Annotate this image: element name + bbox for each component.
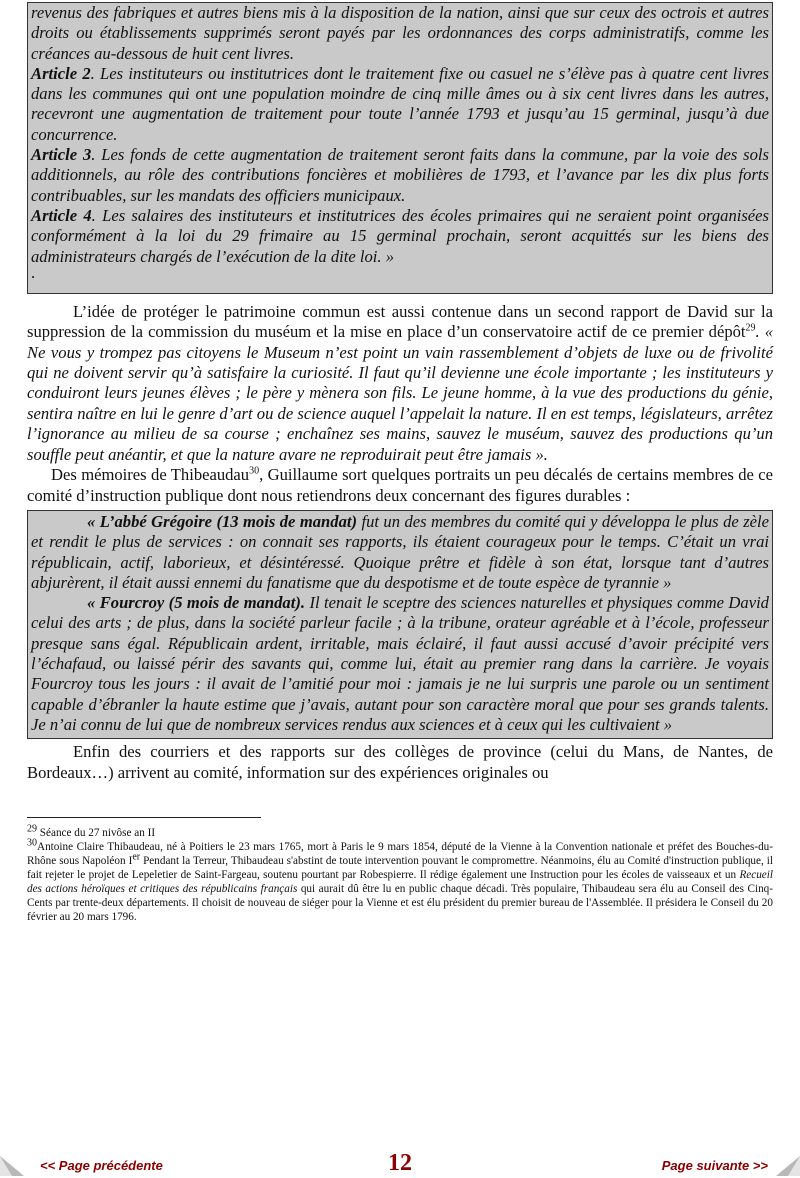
portraits-quote-box: [27, 510, 773, 739]
decree-article-2: [31, 64, 769, 145]
page-number: 12: [388, 1150, 412, 1176]
footnote-ref-29[interactable]: 29: [745, 322, 756, 334]
footnote-30-text-a: Antoine Claire Thibaudeau, né à Poitiers le 23 mars 1765, mort à Paris le 9 mars 1854, député de la Vienne à la Convention nationale et préfet des Bouches-du-Rhône sous Napoléon I: [27, 841, 773, 867]
document-page: [27, 0, 773, 924]
paragraph-thibeaudau: [27, 465, 773, 506]
footnote-30-text-c: qui aurait dû être lu en public chaque décadi. Très populaire, Thibaudeau sera élu au Conseil des Cinq-Cents par trente-deux départements. Il choisit de nouveau de siéger pour la Vienne et est élu président du premier bureau de l'Assemblée. Il présidera le Conseil du 20 février au 20 mars 1796.: [27, 883, 773, 923]
page-navigation: [0, 1147, 800, 1178]
paragraph-thibeaudau-text-a: Des mémoires de Thibeaudau: [51, 465, 250, 485]
article-4-label: Article 4: [31, 205, 92, 225]
footnote-30-text-b: Pendant la Terreur, Thibaudeau s'abstint de toute intervention pouvant le compromettre. Néanmoins, élu au Comité d'instruction publique, il fait rejeter le projet de Lepeletier de Saint-Fargeau, soutenu pourtant par Robespierre. Il rédige également une Instruction pour les écoles de vaisseaux et un: [27, 855, 773, 881]
footnote-ref-30[interactable]: 30: [249, 465, 260, 477]
footnotes: [27, 823, 773, 924]
decree-article-3: [31, 145, 769, 206]
footnote-30-superscript: er: [132, 851, 141, 863]
footnote-divider: [27, 817, 261, 818]
paragraph-david-text: L’idée de protéger le patrimoine commun est aussi contenue dans un second rapport de David sur la suppression de la commission du muséum et la mise en place d’un conservatoire actif de ce premier dépôt: [27, 301, 773, 342]
article-2-text: . Les instituteurs ou institutrices dont le traitement fixe ou casuel ne s’élève pas à quatre cent livres dans les communes qui ont une population moindre de cinq mille âmes ou à six cent livres dans les autres, recevront une augmentation de traitement pour toute l’année 1793 et jusqu’au 15 germinal, jusqu’à due concurrence.: [31, 63, 769, 144]
footnote-30-book-title: Recueil des actions héroïques et critiques des républicains français: [27, 869, 773, 895]
paragraph-david-report: [27, 302, 773, 465]
decree-article-4: [31, 206, 769, 267]
footnote-30-number: 30: [27, 837, 37, 849]
previous-page-link[interactable]: << Page précédente: [40, 1158, 163, 1173]
decree-quote-box: [27, 2, 773, 294]
article-4-text: . Les salaires des instituteurs et institutrices des écoles primaires qui ne seraient point organisées conformément à la loi du 29 frimaire au 15 germinal prochain, seront acquittés sur les biens des administrateurs chargés de l’exécution de la dite loi. »: [31, 205, 769, 266]
article-2-label: Article 2: [31, 63, 91, 83]
footnote-29-text: Séance du 27 nivôse an II: [37, 827, 156, 839]
decree-intro: revenus des fabriques et autres biens mis à la disposition de la nation, ainsi que sur ceux des octrois et autres droits ou établissements supprimés seront payés par les ordonnances des corps administratifs, comme les créances au-dessous de huit cent livres.: [31, 3, 769, 63]
decree-tail: .: [31, 262, 36, 282]
david-quote: . « Ne vous y trompez pas citoyens le Museum n’est point un vain rassemblement d’objets de luxe ou de frivolité qui ne doivent servir qu’à satisfaire la curiosité. Il faut qu’il devienne une école importante ; les instituteurs y conduiront leurs jeunes élèves ; le père y mènera son fils. Le jeune homme, à la vue des productions du génie, sentira naître en lui le genre d’art ou de science auquel l’appelait la nature. Il en est temps, législateurs, arrêtez l’ignorance au milieu de sa course ; enchaînez ses mains, sauvez le muséum, sauvez des productions qu’un souffle peut anéantir, et que la nature avare ne reproduirait peut être jamais ».: [27, 322, 774, 464]
gregoire-text: fut un des membres du comité qui y développa le plus de zèle et rendit le plus de services : on connait ses rapports, ils étaient courageux pour le temps. C’était un vrai républicain, actif, laborieux, et désintéressé. Quoique prêtre et fidèle à son état, lorsque tant d’autres abjurèrent, il était aussi ennemi du fanatisme que du despotisme et de toute espèce de tyrannie »: [31, 511, 769, 592]
paragraph-colleges: Enfin des courriers et des rapports sur des collèges de province (celui du Mans, de Nantes, de Bordeaux…) arrivent au comité, information sur des expériences originales ou: [27, 742, 773, 782]
article-3-text: . Les fonds de cette augmentation de traitement seront faits dans la commune, par la voie des sols additionnels, au rôle des contributions foncières et mobilières de 1793, et l’avance par les dix plus forts contribuables, sur les mandats des officiers municipaux.: [31, 145, 769, 205]
footnote-29: [27, 823, 773, 840]
portrait-gregoire: [31, 512, 769, 593]
footnote-29-number: 29: [27, 823, 37, 835]
paragraph-thibeaudau-text-b: , Guillaume sort quelques portraits un peu décalés de certains membres de ce comité d’instruction publique dont nous retiendrons deux concernant des figures durables :: [27, 465, 774, 505]
fourcroy-heading: « Fourcroy (5 mois de mandat).: [87, 593, 306, 613]
footnote-30: [27, 837, 773, 924]
next-page-link[interactable]: Page suivante >>: [661, 1158, 768, 1173]
portrait-fourcroy: [31, 593, 769, 735]
page-curl-right-icon: [774, 1152, 800, 1178]
article-3-label: Article 3: [31, 145, 92, 165]
fourcroy-text: Il tenait le sceptre des sciences naturelles et physiques comme David celui des arts ; de plus, dans la société parleur facile ; à la tribune, orateur agréable et à l’école, professeur presque sans égal. Républicain ardent, irritable, mais éclairé, il faut aussi accusé d’avoir précipité vers l’échafaud, ou laissé périr des savants qui, comme lui, était au premier rang dans la carrière. Je voyais Fourcroy tous les jours : il avait de l’amitié pour moi : jamais je ne lui surpris une parole ou un sentiment capable d’ébranler la haute estime que j’avais, autant pour son caractère moral que pour ses grands talents. Je n’ai connu de lui que de nombreux services rendus aux sciences et à ceux qui les cultivaient »: [31, 593, 769, 734]
gregoire-heading: « L’abbé Grégoire (13 mois de mandat): [87, 511, 358, 531]
